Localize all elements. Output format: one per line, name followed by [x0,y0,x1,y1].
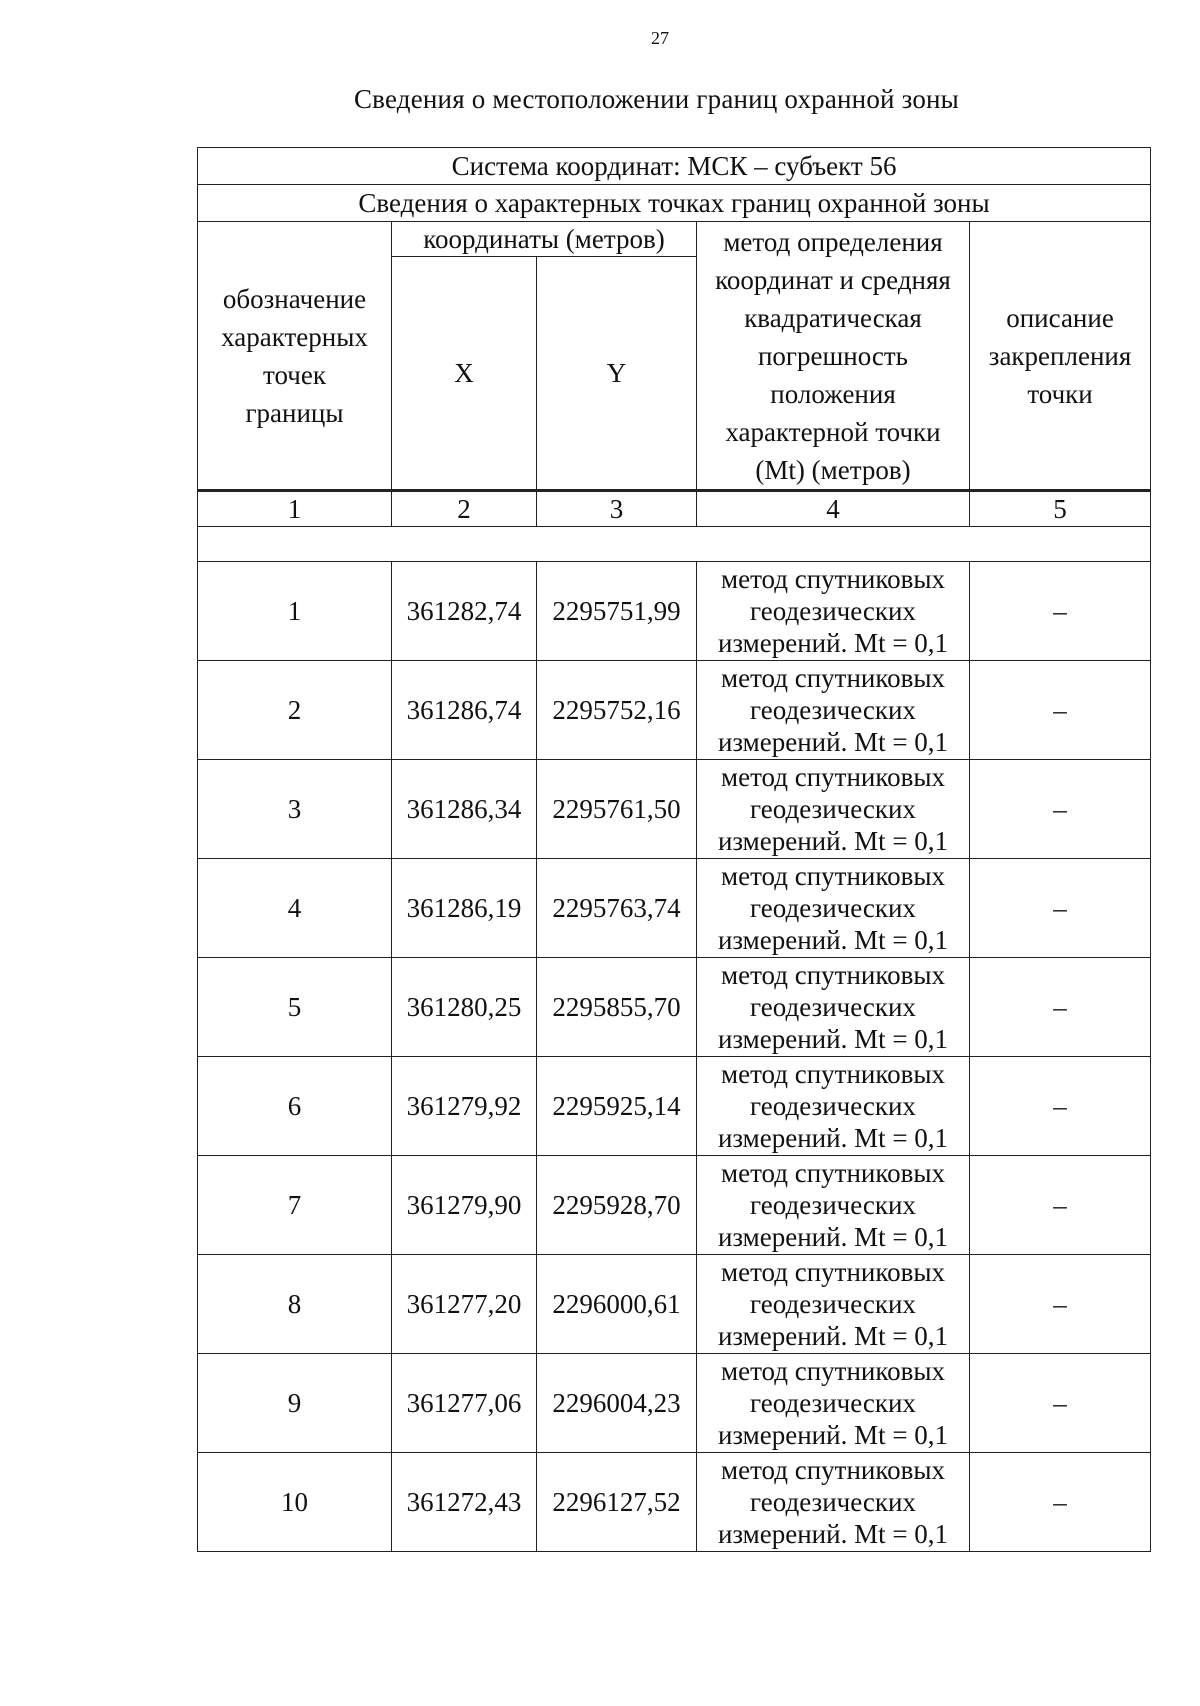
table-row [198,859,1151,958]
table-row [198,760,1151,859]
description-cell: – [970,1057,1151,1156]
column-number: 5 [970,491,1151,527]
y-cell: 2295751,99 [537,562,697,661]
header-method-line: характерной точки [725,416,941,447]
method-line: измерений. Mt = 0,1 [717,925,949,955]
header-description-line: точки [1027,378,1093,409]
table-row [198,1453,1151,1552]
y-cell: 2296004,23 [537,1354,697,1453]
x-cell: 361277,20 [392,1255,537,1354]
y-cell: 2296127,52 [537,1453,697,1552]
empty-cell [198,527,1151,562]
method-cell [697,1255,970,1354]
column-number: 1 [198,491,392,527]
method-line: метод спутниковых [721,663,945,693]
point-cell: 2 [198,661,392,760]
x-cell: 361277,06 [392,1354,537,1453]
x-cell: 361272,43 [392,1453,537,1552]
empty-row [198,527,1151,562]
header-method-line: (Mt) (метров) [755,454,911,485]
method-line: метод спутниковых [721,762,945,792]
table-row [198,1354,1151,1453]
x-cell: 361286,19 [392,859,537,958]
method-cell [697,1057,970,1156]
header-row-1 [198,222,1151,257]
column-number: 3 [537,491,697,527]
method-cell [697,859,970,958]
column-number-row [198,491,1151,527]
point-cell: 5 [198,958,392,1057]
description-cell: – [970,958,1151,1057]
method-line: геодезических [750,1091,916,1121]
point-cell: 1 [198,562,392,661]
header-description-line: описание [1006,302,1114,333]
method-line: измерений. Mt = 0,1 [717,1123,949,1153]
method-line: метод спутниковых [721,1356,945,1386]
table-row [198,661,1151,760]
method-line: геодезических [750,1388,916,1418]
y-cell: 2295763,74 [537,859,697,958]
description-cell: – [970,1354,1151,1453]
header-designation-line: точек [263,359,326,390]
description-cell: – [970,1453,1151,1552]
y-cell: 2295855,70 [537,958,697,1057]
table-row [198,1255,1151,1354]
header-designation-line: границы [245,397,344,428]
page-title: Сведения о местоположении границ охранной зоны [353,84,960,114]
method-cell [697,1453,970,1552]
table-row [198,958,1151,1057]
description-cell: – [970,562,1151,661]
method-line: геодезических [750,596,916,626]
description-cell: – [970,760,1151,859]
point-cell: 7 [198,1156,392,1255]
column-number: 2 [392,491,537,527]
method-line: метод спутниковых [721,960,945,990]
method-line: измерений. Mt = 0,1 [717,826,949,856]
header-x: X [392,257,537,491]
coordinates-table [197,147,1151,1552]
y-cell: 2295752,16 [537,661,697,760]
description-cell: – [970,1156,1151,1255]
method-line: геодезических [750,1289,916,1319]
point-cell: 6 [198,1057,392,1156]
method-cell [697,958,970,1057]
method-cell [697,760,970,859]
y-cell: 2295928,70 [537,1156,697,1255]
table-row [198,1057,1151,1156]
point-cell: 10 [198,1453,392,1552]
method-line: геодезических [750,794,916,824]
section-row [198,185,1151,222]
method-line: измерений. Mt = 0,1 [717,1519,949,1549]
point-cell: 3 [198,760,392,859]
x-cell: 361280,25 [392,958,537,1057]
x-cell: 361286,74 [392,661,537,760]
header-method-line: координат и средняя [715,264,951,295]
method-line: измерений. Mt = 0,1 [717,1321,949,1351]
description-cell: – [970,661,1151,760]
method-line: измерений. Mt = 0,1 [717,628,949,658]
y-cell: 2295925,14 [537,1057,697,1156]
header-designation-line: характерных [221,321,368,352]
method-line: измерений. Mt = 0,1 [717,1420,949,1450]
x-cell: 361279,92 [392,1057,537,1156]
header-description-line: закрепления [988,340,1132,371]
column-number: 4 [697,491,970,527]
y-cell: 2296000,61 [537,1255,697,1354]
y-cell: 2295761,50 [537,760,697,859]
method-line: геодезических [750,992,916,1022]
x-cell: 361286,34 [392,760,537,859]
coord-system-row [198,148,1151,185]
method-line: измерений. Mt = 0,1 [717,1222,949,1252]
header-designation-line: обозначение [222,283,367,314]
x-cell: 361279,90 [392,1156,537,1255]
method-line: геодезических [750,893,916,923]
method-line: измерений. Mt = 0,1 [717,1024,949,1054]
method-line: метод спутниковых [721,1455,945,1485]
header-method [697,222,970,491]
method-line: геодезических [750,1487,916,1517]
header-method-line: погрешность [757,340,909,371]
method-line: метод спутниковых [721,1257,945,1287]
header-coordinates: координаты (метров) [392,222,697,257]
method-line: измерений. Mt = 0,1 [717,727,949,757]
header-description [970,222,1151,491]
table-row [198,562,1151,661]
section-cell: Сведения о характерных точках границ охранной зоны [198,185,1151,222]
header-designation [198,222,392,491]
page-number: 27 [651,28,669,48]
point-cell: 9 [198,1354,392,1453]
table-row [198,1156,1151,1255]
method-line: геодезических [750,695,916,725]
method-line: метод спутниковых [721,564,945,594]
method-cell [697,661,970,760]
point-cell: 8 [198,1255,392,1354]
point-cell: 4 [198,859,392,958]
method-line: метод спутниковых [721,861,945,891]
description-cell: – [970,1255,1151,1354]
header-method-line: положения [770,378,896,409]
method-line: метод спутниковых [721,1158,945,1188]
header-y: Y [537,257,697,491]
method-cell [697,562,970,661]
coord-system-cell: Система координат: МСК – субъект 56 [198,148,1151,185]
header-method-line: квадратическая [744,302,922,333]
method-cell [697,1354,970,1453]
header-method-line: метод определения [723,226,943,257]
x-cell: 361282,74 [392,562,537,661]
method-line: геодезических [750,1190,916,1220]
method-line: метод спутниковых [721,1059,945,1089]
description-cell: – [970,859,1151,958]
method-cell [697,1156,970,1255]
